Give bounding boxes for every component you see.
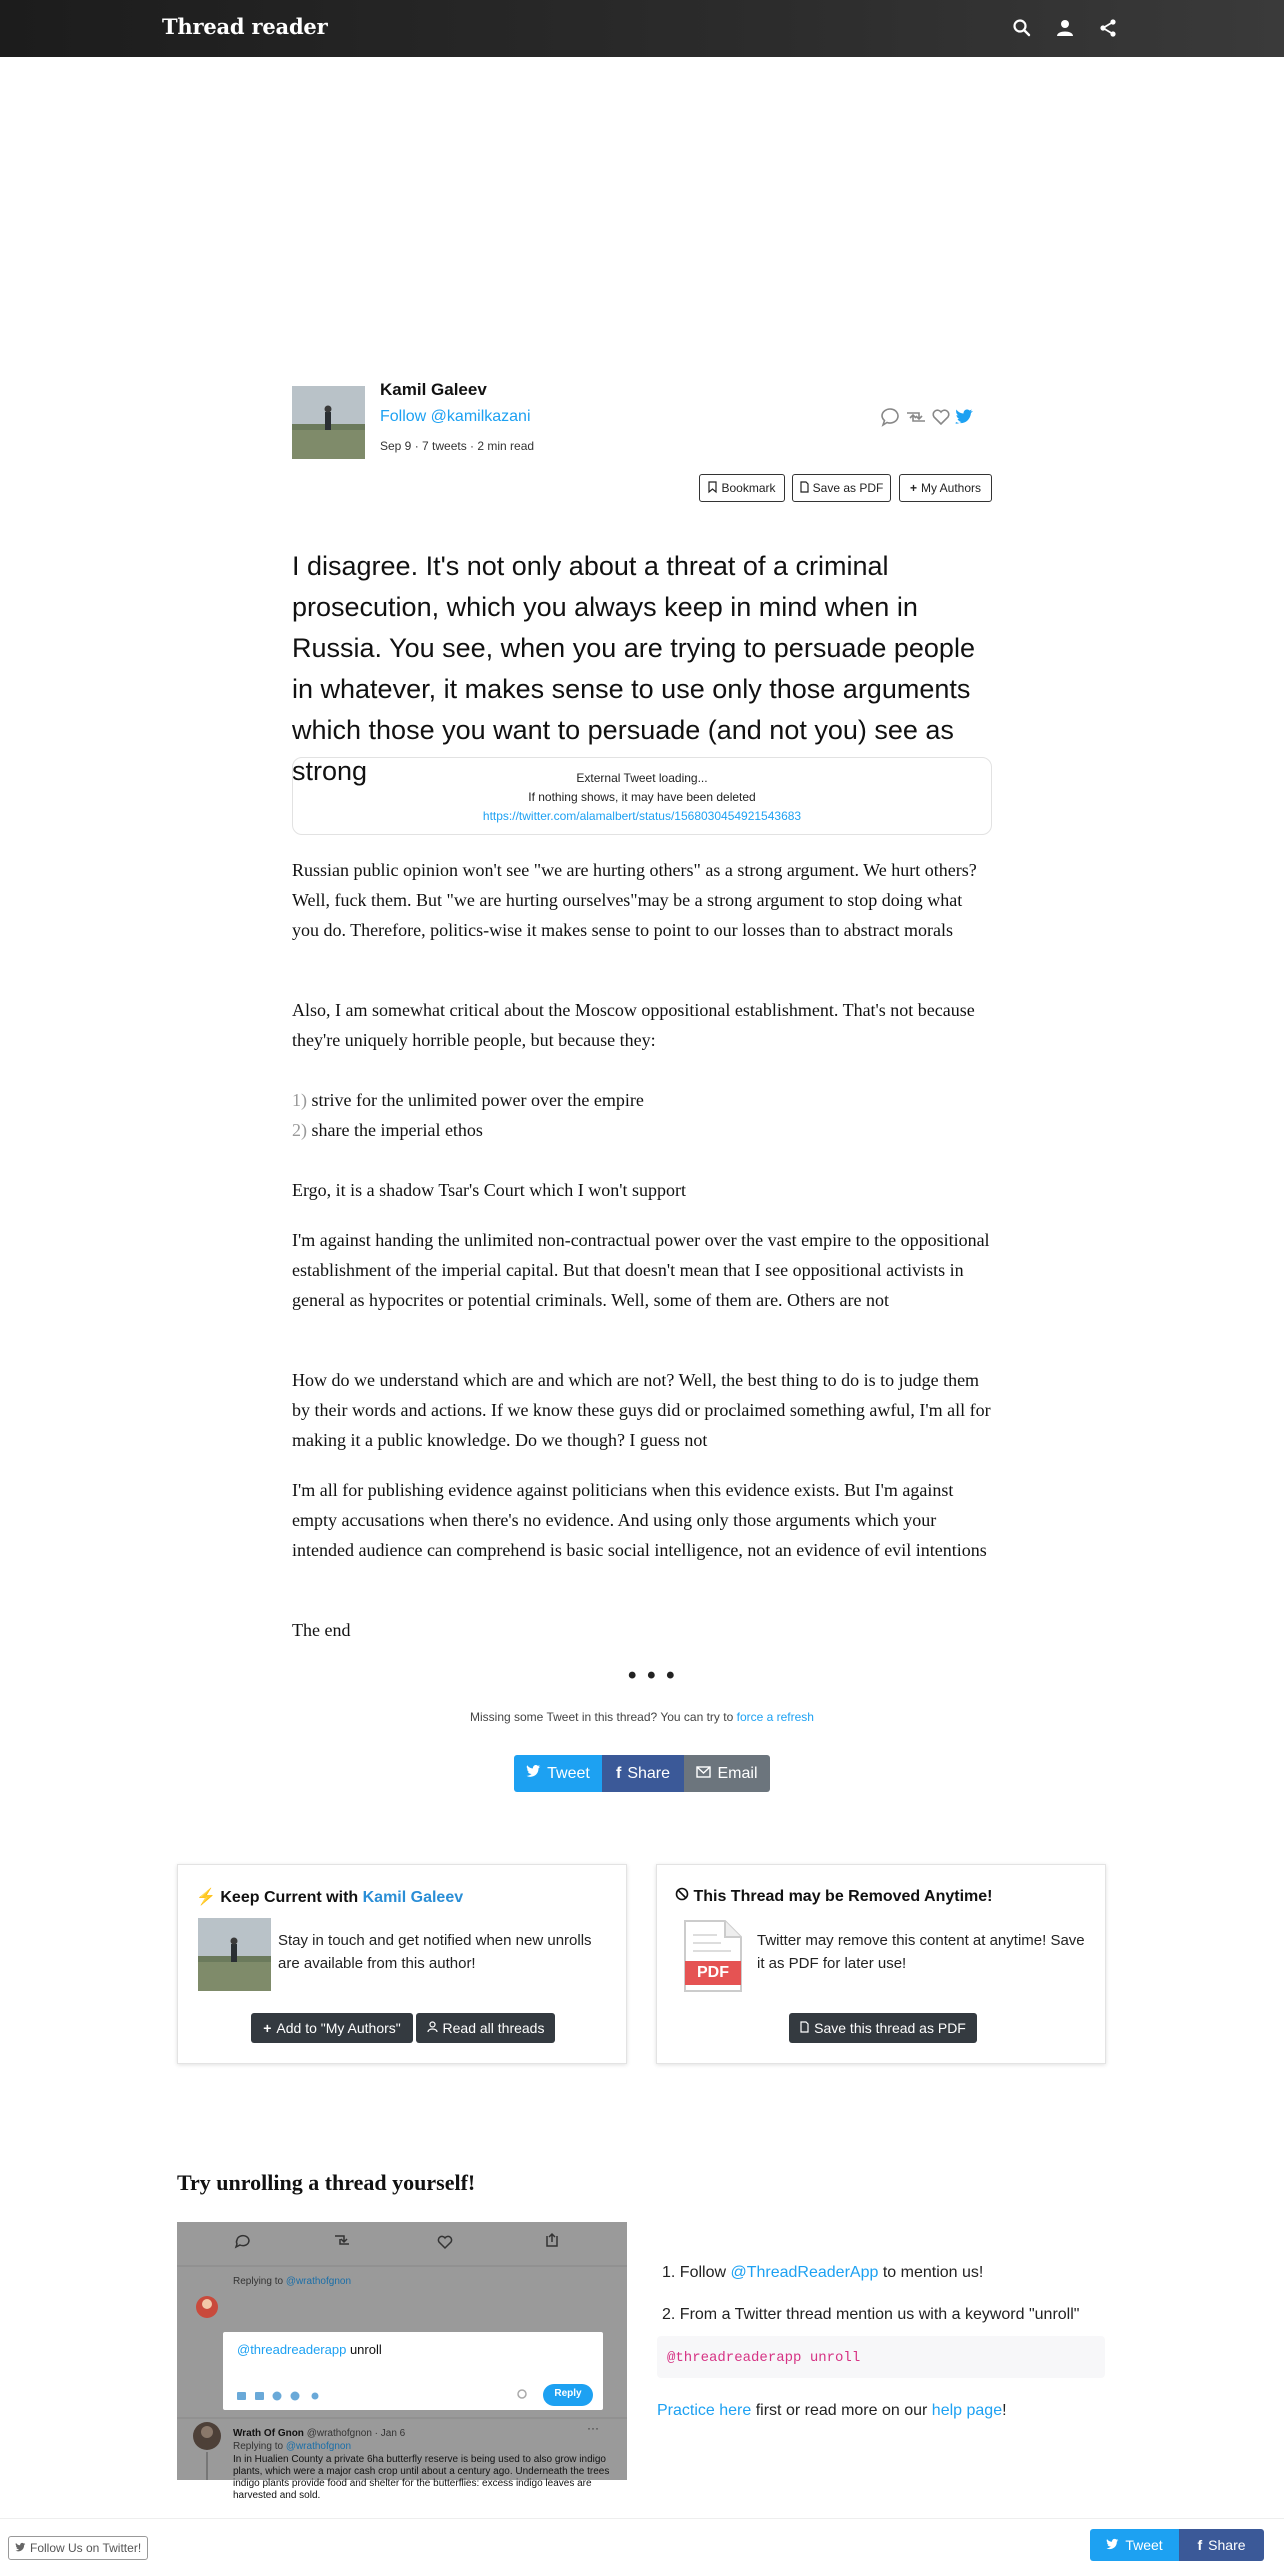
thread-end-dots: • • • (628, 1662, 677, 1689)
save-thread-pdf-button[interactable]: Save this thread as PDF (789, 2013, 977, 2043)
email-share-button[interactable]: Email (684, 1755, 770, 1792)
file-pdf-icon (800, 481, 809, 496)
share-icon[interactable] (1097, 17, 1119, 39)
twitter-bird-icon (956, 410, 974, 424)
thread-lead-tweet: I disagree. It's not only about a threat of a criminal prosecution, which you always keep in mind when in Russia. You see, when you are trying to persuade people in whatever, it makes sense to use only those arguments which those you want to persuade (and not you) see as strong (292, 551, 975, 786)
bottom-tweet-button[interactable]: Tweet (1090, 2529, 1179, 2561)
thread-meta: Sep 9 · 7 tweets · 2 min read (380, 439, 535, 453)
thread-paragraph: Russian public opinion won't see "we are hurting others" as a strong argument. We hurt others? Well, fuck them. But "we are hurting ourselves"may be a strong argument to stop doing what you do. Therefore, politics-wise it makes sense to point to our losses than to abstract morals (292, 860, 977, 940)
my-authors-button[interactable]: + My Authors (899, 474, 992, 502)
bookmark-icon (708, 481, 717, 496)
bottom-facebook-share-button[interactable]: f Share (1179, 2529, 1264, 2561)
twitter-icon (15, 2541, 26, 2555)
facebook-icon: f (1197, 2537, 1203, 2553)
user-icon (427, 2020, 438, 2036)
author-link[interactable]: Kamil Galeev (362, 1889, 464, 1906)
tweet-share-button[interactable]: Tweet (514, 1755, 602, 1792)
brand-logo[interactable]: Thread reader (162, 14, 328, 39)
thread-paragraph: I'm against handing the unlimited non-contractual power over the vast empire to the oppositional establishment of the imperial capital. But that doesn't mean that I see oppositional activists in general as hypocrites or potential criminals. Well, some of them are. Others are not (292, 1230, 990, 1310)
unroll-command-code: @threadreaderapp unroll (657, 2336, 1105, 2378)
read-all-threads-button[interactable]: Read all threads (416, 2013, 555, 2043)
author-avatar[interactable] (198, 1918, 271, 1991)
pdf-file-icon: PDF (681, 1919, 745, 1993)
ban-icon (675, 1888, 693, 1905)
try-unrolling-heading: Try unrolling a thread yourself! (177, 2170, 476, 2195)
top-navbar (0, 0, 1284, 57)
bookmark-button[interactable]: Bookmark (699, 474, 785, 502)
user-icon[interactable] (1054, 17, 1076, 39)
list-item: 2) share the imperial ethos (292, 1120, 483, 1140)
twitter-icon (526, 1765, 541, 1783)
threadreaderapp-link[interactable]: @ThreadReaderApp (730, 2264, 879, 2281)
external-tweet-box: External Tweet loading... If nothing shows, it may have been deleted https://twitter.com/alamalbert/status/1568030454921543683 (292, 757, 992, 835)
add-to-my-authors-button[interactable]: + Add to "My Authors" (251, 2013, 413, 2043)
file-pdf-icon (800, 2020, 809, 2036)
twitter-icon (1106, 2537, 1119, 2553)
svg-text:···: ··· (587, 2421, 599, 2435)
removed-warning-text: Twitter may remove this content at anytime! Save it as PDF for later use! (757, 1932, 1085, 1972)
thread-paragraph: The end (292, 1620, 351, 1640)
thread-paragraph: How do we understand which are and which are not? Well, the best thing to do is to judge them by their words and actions. If we know these guys did or proclaimed something awful, I'm all for making it a public knowledge. Do we though? I guess not (292, 1370, 991, 1450)
save-as-pdf-button[interactable]: Save as PDF (792, 474, 891, 502)
facebook-share-button[interactable]: f Share (602, 1755, 684, 1792)
envelope-icon (696, 1765, 711, 1783)
bolt-icon: ⚡ (196, 1889, 216, 1906)
help-line: Practice here first or read more on our help page! (657, 2402, 1007, 2419)
thread-paragraph: I'm all for publishing evidence against politicians when this evidence exists. But I'm against empty accusations when there's no evidence. And using only those arguments which your intended audience can comprehend is basic social intelligence, not an evidence of evil intentions (292, 1480, 987, 1560)
unroll-demo-image: ··· Replying to @wrathofgnon @threadreaderapp unroll Reply Wrath Of Gnon @wrathofgnon · Jan 6 Replying to @wrathofgnon In in Hualien County a private 6ha butterfly reserve is being used to also grow indigo plants, which were a major cash crop until about a century ago. Underneath the trees indigo plants provide food and shelter for the butterflies: excess indigo leaves are harvested and sold. (177, 2222, 627, 2480)
keep-current-title: ⚡ Keep Current with Kamil Galeev (196, 1889, 464, 1906)
retweet-icon (907, 413, 925, 421)
like-icon (933, 410, 949, 424)
unroll-step-1: 1. Follow @ThreadReaderApp to mention us! (662, 2264, 984, 2281)
plus-icon: + (909, 481, 917, 495)
missing-tweet-notice: Missing some Tweet in this thread? You can try to force a refresh (470, 1710, 814, 1724)
external-tweet-link[interactable]: https://twitter.com/alamalbert/status/1568030454921543683 (482, 809, 802, 823)
search-icon[interactable] (1011, 17, 1033, 39)
reply-icon (882, 409, 898, 425)
force-refresh-link[interactable]: force a refresh (736, 1710, 814, 1724)
author-avatar[interactable] (292, 386, 365, 459)
removed-warning-title: This Thread may be Removed Anytime! (675, 1887, 993, 1906)
keep-current-text: Stay in touch and get notified when new unrolls are available from this author! (278, 1932, 592, 1972)
plus-icon: + (263, 2020, 272, 2036)
keep-current-card (177, 1864, 627, 2064)
follow-us-button[interactable]: Follow Us on Twitter! (8, 2536, 148, 2560)
unroll-step-2: 2. From a Twitter thread mention us with a keyword "unroll" (662, 2306, 1080, 2323)
thread-list (292, 1085, 992, 1145)
thread-paragraph: Also, I am somewhat critical about the Moscow oppositional establishment. That's not because they're uniquely horrible people, but because they: (292, 1000, 975, 1050)
thread-paragraph: Ergo, it is a shadow Tsar's Court which I won't support (292, 1180, 687, 1200)
facebook-icon: f (615, 1764, 622, 1782)
tweet-actions (880, 405, 980, 429)
help-page-link[interactable]: help page (931, 2402, 1003, 2419)
list-item: 1) strive for the unlimited power over the empire (292, 1090, 644, 1110)
removed-warning-card (656, 1864, 1106, 2064)
author-name[interactable]: Kamil Galeev (380, 380, 487, 399)
follow-author-link[interactable]: Follow @kamilkazani (380, 408, 531, 425)
practice-here-link[interactable]: Practice here (657, 2402, 752, 2419)
bottom-share-bar (0, 2518, 1284, 2568)
